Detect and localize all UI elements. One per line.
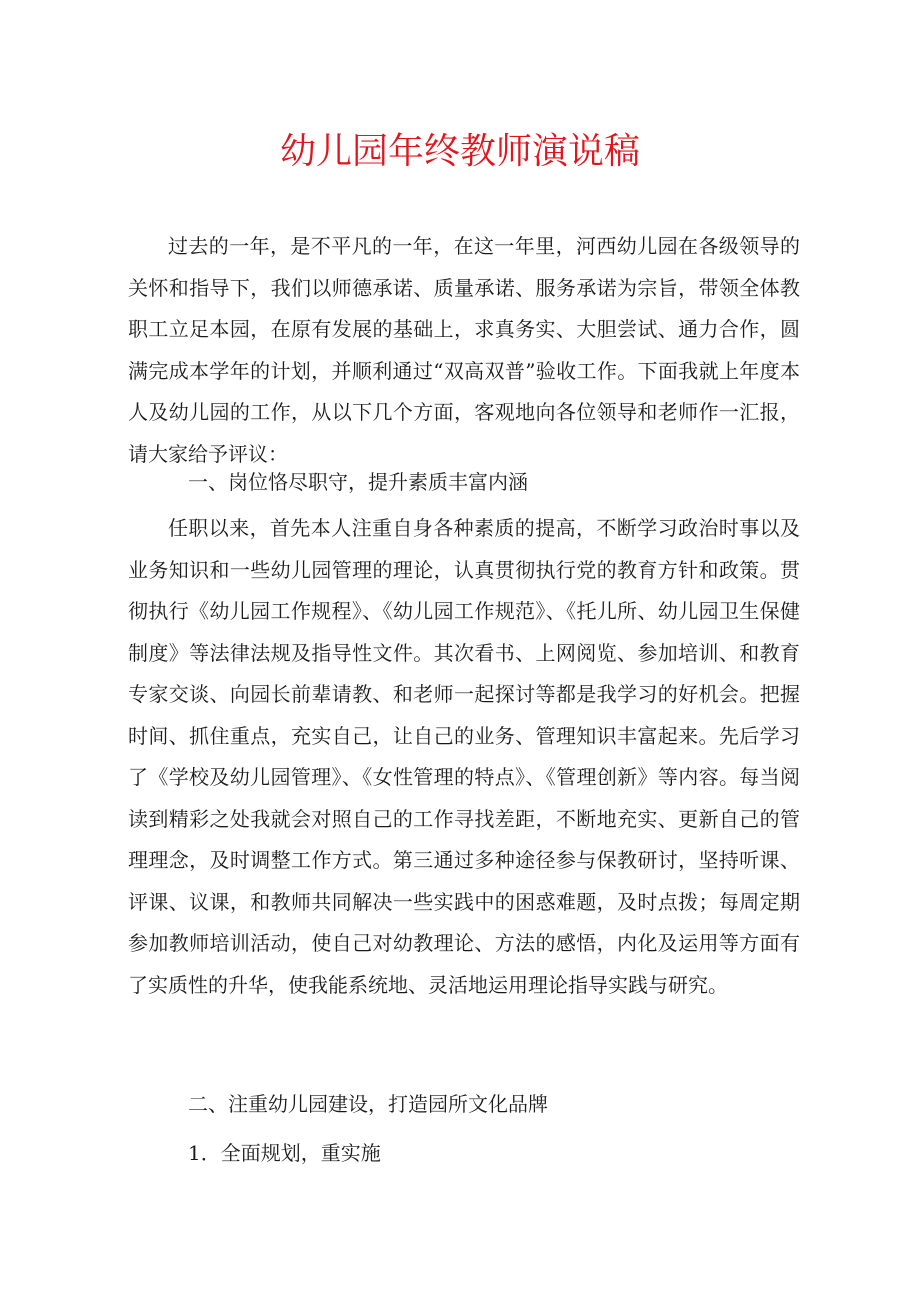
section-1-paragraph: 任职以来，首先本人注重自身各种素质的提高，不断学习政治时事以及业务知识和一些幼儿园管理的理论，认真贯彻执行党的教育方针和政策。贯彻执行《幼儿园工作规程》、《幼儿园工作规范》、《托儿所、幼儿园卫生保健制度》等法律法规及指导性文件。其次看书、上网阅览、参加培训、和教育专家交谈、向园长前辈请教、和老师一起探讨等都是我学习的好机会。把握时间、抓住重点，充实自己，让自己的业务、管理知识丰富起来。先后学习了《学校及幼儿园管理》、《女性管理的特点》、《管理创新》等内容。每当阅读到精彩之处我就会对照自己的工作寻找差距，不断地充实、更新自己的管理理念，及时调整工作方式。第三通过多种途径参与保教研讨，坚持听课、评课、议课，和教师共同解决一些实践中的困惑难题，及时点拨；每周定期参加教师培训活动，使自己对幼教理论、方法的感悟，内化及运用等方面有了实质性的升华，使我能系统地、灵活地运用理论指导实践与研究。 xyxy=(128,516,800,997)
subsection-1-heading: 1．全面规划，重实施 xyxy=(188,1141,381,1165)
section-1-heading: 一、岗位恪尽职守，提升素质丰富内涵 xyxy=(188,470,528,494)
intro-paragraph: 过去的一年，是不平凡的一年，在这一年里，河西幼儿园在各级领导的关怀和指导下，我们以师德承诺、质量承诺、服务承诺为宗旨，带领全体教职工立足本园，在原有发展的基础上，求真务实、大胆尝试、通力合作，圆满完成本学年的计划，并顺利通过“双高双普”验收工作。下面我就上年度本人及幼儿园的工作，从以下几个方面，客观地向各位领导和老师作一汇报，请大家给予评议： xyxy=(128,234,800,466)
section-2-heading: 二、注重幼儿园建设，打造园所文化品牌 xyxy=(188,1092,548,1116)
document-title: 幼儿园年终教师演说稿 xyxy=(279,131,640,172)
